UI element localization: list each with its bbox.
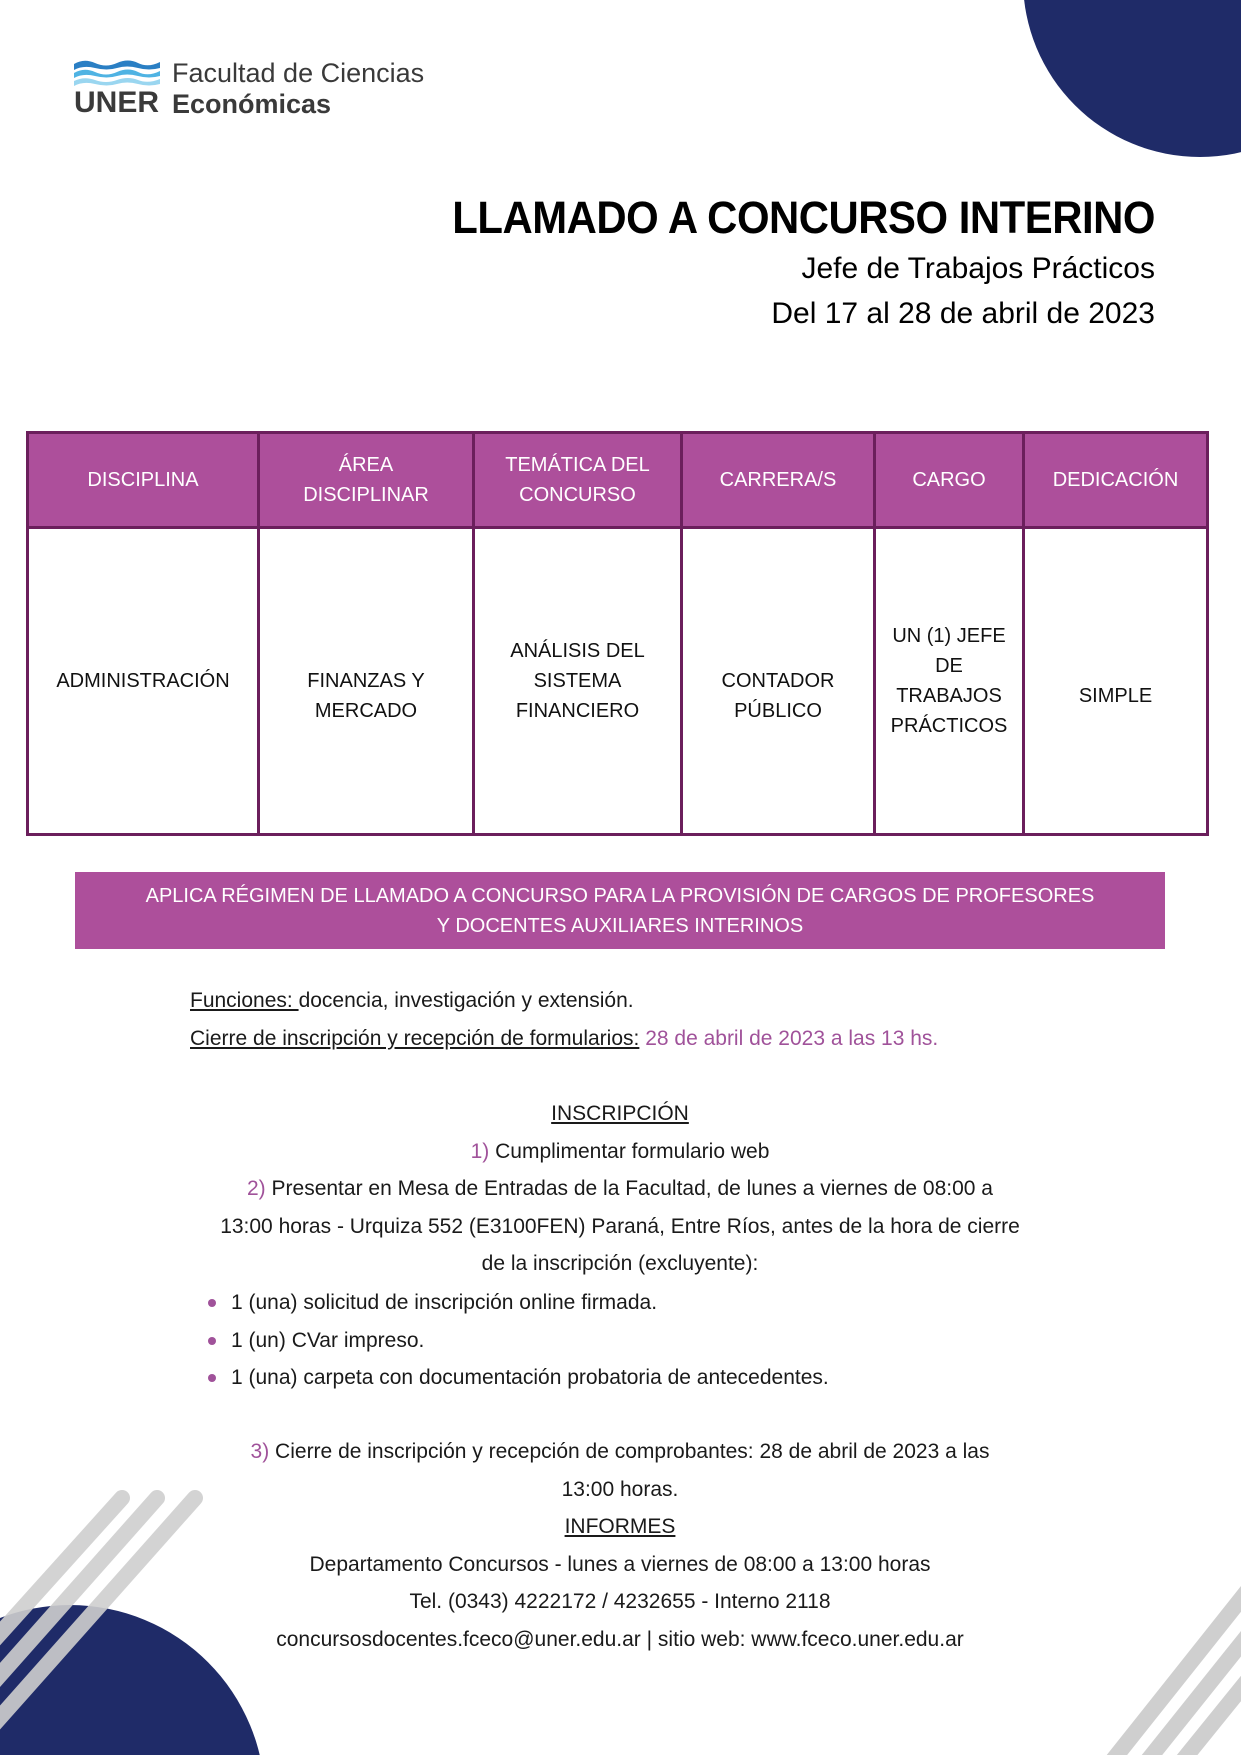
- step-3-and-informes: [150, 1433, 1090, 1658]
- title-block: [355, 190, 1155, 336]
- email-link[interactable]: concursosdocentes.fceco@uner.edu.ar: [276, 1627, 641, 1651]
- table-row: [28, 528, 1208, 835]
- bullet-icon: [208, 1299, 216, 1307]
- logo-faculty-name-line2: Económicas: [172, 89, 332, 119]
- cierre-label: Cierre de inscripción y recepción de formularios:: [190, 1027, 640, 1050]
- funciones-label: Funciones:: [190, 989, 299, 1012]
- logo-faculty-name-line1: Facultad de Ciencias: [172, 58, 425, 88]
- inscripcion-heading: INSCRIPCIÓN: [551, 1102, 689, 1125]
- bullet-icon: [208, 1374, 216, 1382]
- step-3-line1: 3) Cierre de inscripción y recepción de comprobantes: 28 de abril de 2023 a las: [250, 1440, 990, 1463]
- header-carreras: CARRERA/S: [682, 433, 875, 528]
- informes-hours: Departamento Concursos - lunes a viernes de 08:00 a 13:00 horas: [309, 1552, 931, 1576]
- cell-cargo: UN (1) JEFE DE TRABAJOS PRÁCTICOS: [875, 528, 1024, 835]
- header-disciplina: DISCIPLINA: [28, 433, 259, 528]
- date-range: Del 17 al 28 de abril de 2023: [771, 297, 1155, 330]
- cell-disciplina: ADMINISTRACIÓN: [28, 528, 259, 835]
- inscripcion-section: [150, 1095, 1090, 1283]
- funciones-value: docencia, investigación y extensión.: [298, 989, 634, 1012]
- informes-phone: Tel. (0343) 4222172 / 4232655 - Interno 2118: [409, 1590, 831, 1613]
- informes-heading: INFORMES: [564, 1515, 676, 1538]
- header-dedicacion: DEDICACIÓN: [1024, 433, 1208, 528]
- step-3-line2: 13:00 horas.: [561, 1477, 679, 1501]
- list-item: 1 (una) carpeta con documentación probatoria de antecedentes.: [208, 1359, 829, 1397]
- list-item: 1 (una) solicitud de inscripción online firmada.: [208, 1284, 829, 1322]
- bullet-icon: [208, 1337, 216, 1345]
- top-right-navy-circle: [1023, 0, 1241, 157]
- bottom-right-stripes: [1105, 1575, 1241, 1755]
- regimen-banner: [75, 872, 1165, 949]
- header-area-disciplinar: ÁREA DISCIPLINAR: [259, 433, 474, 528]
- cierre-value: 28 de abril de 2023 a las 13 hs.: [639, 1027, 939, 1050]
- step-2-line1: 2) Presentar en Mesa de Entradas de la Facultad, de lunes a viernes de 08:00 a: [247, 1177, 993, 1200]
- requirements-list: [208, 1284, 829, 1397]
- page-title: LLAMADO A CONCURSO INTERINO: [452, 192, 1155, 243]
- step-2-line3: de la inscripción (excluyente):: [481, 1252, 759, 1275]
- position-subtitle: Jefe de Trabajos Prácticos: [801, 252, 1155, 285]
- website-link[interactable]: www.fceco.uner.edu.ar: [751, 1627, 964, 1651]
- cierre-line: [190, 1020, 938, 1058]
- header-tematica: TEMÁTICA DEL CONCURSO: [474, 433, 682, 528]
- banner-line2: Y DOCENTES AUXILIARES INTERINOS: [436, 914, 804, 937]
- header-cargo: CARGO: [875, 433, 1024, 528]
- funciones-line: [190, 982, 634, 1020]
- wave-logo-icon: [74, 58, 160, 88]
- step-1: 1) Cumplimentar formulario web: [470, 1139, 770, 1163]
- table-header-row: [28, 433, 1208, 528]
- step-2-line2: 13:00 horas - Urquiza 552 (E3100FEN) Paraná, Entre Ríos, antes de la hora de cierre: [220, 1214, 1020, 1238]
- cell-dedicacion: SIMPLE: [1024, 528, 1208, 835]
- logo-acronym: UNER: [74, 86, 160, 119]
- cell-carrera: CONTADOR PÚBLICO: [682, 528, 875, 835]
- faculty-logo: [74, 56, 434, 122]
- concurso-table: [26, 431, 1209, 836]
- cell-area: FINANZAS Y MERCADO: [259, 528, 474, 835]
- list-item: 1 (un) CVar impreso.: [208, 1322, 829, 1360]
- banner-line1: APLICA RÉGIMEN DE LLAMADO A CONCURSO PARA LA PROVISIÓN DE CARGOS DE PROFESORES: [145, 884, 1095, 907]
- cell-tematica: ANÁLISIS DEL SISTEMA FINANCIERO: [474, 528, 682, 835]
- informes-contact: concursosdocentes.fceco@uner.edu.ar | sitio web: www.fceco.uner.edu.ar: [276, 1627, 964, 1651]
